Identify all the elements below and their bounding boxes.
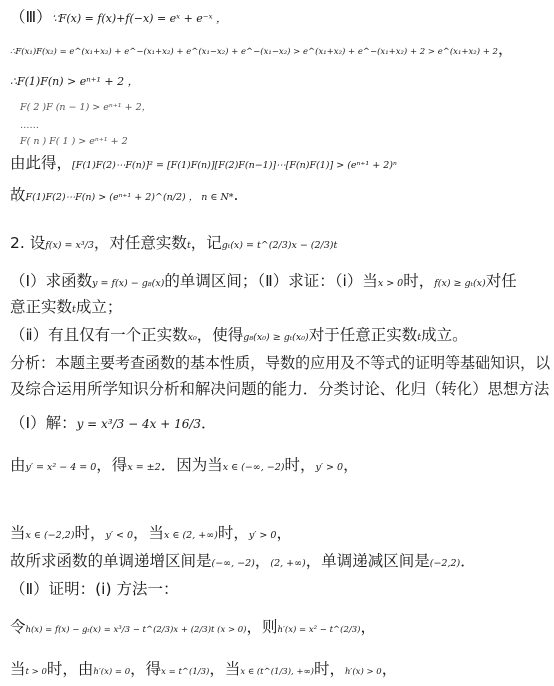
formula: y = f(x) − g₈(x): [92, 278, 165, 289]
part3-line6: [20, 130, 128, 148]
formula: g₈(x₀) ≥ gₜ(x₀): [243, 332, 309, 343]
solution-part1: （Ⅰ）解：y = x³/3 − 4x + 16/3．: [10, 414, 217, 432]
formula: h(x) = f(x) − gₜ(x) = x³/3 − t^(2/3)x + (2/3)t (x > 0): [25, 625, 247, 635]
solution-line3: 当x ∈ (−2,2)时，y′ < 0，当x ∈ (2, +∞)时，y′ > 0，: [10, 524, 292, 542]
solution-line2: 由y′ = x² − 4 = 0，得x = ±2．因为当x ∈ (−∞, −2)时，y′ > 0，: [10, 456, 359, 474]
part3-line8: 故F(1)F(2)⋯F(n) > (eⁿ⁺¹ + 2)^(n/2) ， n ∈ N*.: [10, 186, 239, 204]
formula: ∴F(1)F(n) > eⁿ⁺¹ + 2 ，: [10, 75, 139, 88]
part3-line2: ∴F(x₁)F(x₂) = e^(x₁+x₂) + e^−(x₁+x₂) + e^(x₁−x₂) + e^−(x₁−x₂) > e^(x₁+x₂) + e^−(x₁+x₂) + 2 > e^(x₁+x₂) + 2，: [10, 40, 514, 58]
formula: F( n ) F( 1 ) > eⁿ⁺¹ + 2: [20, 136, 128, 147]
formula: F( 2 )F (n − 1) > eⁿ⁺¹ + 2，: [20, 102, 152, 113]
part3-line5: ……: [20, 120, 39, 131]
formula: [F(1)F(2)⋯F(n)]² = [F(1)F(n)][F(2)F(n−1)]⋯[F(n)F(1)] > (eⁿ⁺¹ + 2)ⁿ: [72, 160, 397, 171]
solution-line7: 当t > 0时，由h′(x) = 0，得x = t^(1/3)，当x ∈ (t^(1/3), +∞)时，h′(x) > 0，: [10, 660, 398, 678]
formula: f(x) ≥ gₜ(x): [434, 278, 486, 289]
formula: ∴F(x₁)F(x₂) = e^(x₁+x₂) + e^−(x₁+x₂) + e^(x₁−x₂) + e^−(x₁−x₂) > e^(x₁+x₂) + e^−(x₁+x₂) + 2 > e^(x₁+x₂) + 2: [10, 47, 498, 57]
formula: F(1)F(2)⋯F(n) > (eⁿ⁺¹ + 2)^(n/2) ， n ∈ N*: [25, 192, 234, 203]
formula: ∵F(x) = f(x)+f(−x) = eˣ + e⁻ˣ ，: [51, 12, 228, 25]
solution-line6: 令h(x) = f(x) − gₜ(x) = x³/3 − t^(2/3)x + (2/3)t (x > 0)，则h′(x) = x² − t^(2/3)，: [10, 618, 376, 636]
problem2-question1-cont: 意正实数t成立；: [10, 298, 123, 316]
part3-line4: [20, 96, 151, 114]
part-label: （Ⅲ）: [10, 8, 52, 26]
solution-line4: 故所求函数的单调递增区间是(−∞, −2)，(2, +∞)，单调递减区间是(−2,2)．: [10, 552, 476, 570]
part3-line7: 由此得，[F(1)F(2)⋯F(n)]² = [F(1)F(n)][F(2)F(n−1)]⋯[F(n)F(1)] > (eⁿ⁺¹ + 2)ⁿ: [10, 154, 397, 172]
formula: y = x³/3 − 4x + 16/3: [76, 417, 202, 431]
part3-line3: [10, 71, 139, 89]
problem2-statement: 2. 设f(x) = x³/3，对任意实数t，记gₜ(x) = t^(2/3)x − (2/3)t: [10, 234, 338, 252]
solution-line5: （Ⅱ）证明：(ⅰ) 方法一：: [10, 580, 179, 598]
problem2-question1: （Ⅰ）求函数y = f(x) − g₈(x)的单调区间；（Ⅱ）求证：（ⅰ）当x > 0时，f(x) ≥ gₜ(x)对任: [10, 272, 517, 290]
part3-line1: [10, 8, 227, 26]
formula: f(x) = x³/3: [45, 240, 94, 251]
analysis-line1: 分析：本题主要考查函数的基本性质，导数的应用及不等式的证明等基础知识，以: [10, 354, 551, 372]
analysis-line2: 及综合运用所学知识分析和解决问题的能力．分类讨论、化归（转化）思想方法: [10, 380, 550, 398]
formula: gₜ(x) = t^(2/3)x − (2/3)t: [221, 240, 338, 251]
problem2-question2: （ⅱ）有且仅有一个正实数x₀，使得g₈(x₀) ≥ gₜ(x₀)对于任意正实数t成立。: [10, 326, 468, 344]
